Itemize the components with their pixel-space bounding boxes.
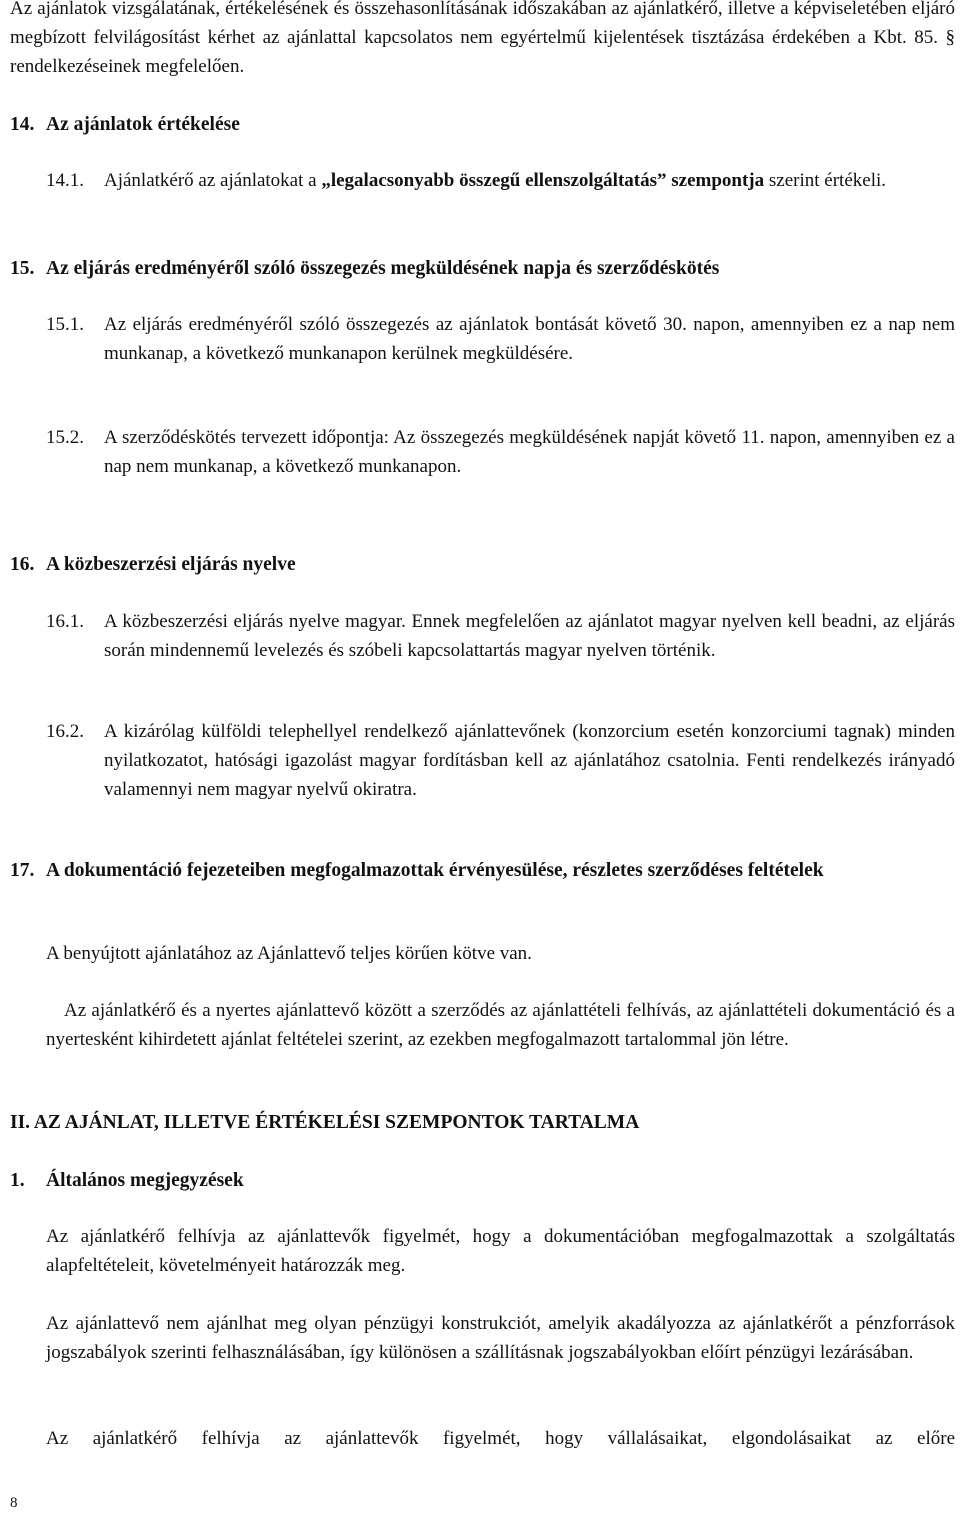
subsection-15-2 [0,423,960,481]
subsection-14-1 [0,166,960,224]
subsection-number: 15.1. [46,314,84,335]
text-bold-part: „legalacsonyabb összegű ellenszolgáltatás” szempontja [321,170,765,191]
subsection-number: 14.1. [46,170,84,191]
section-17-paragraph: A benyújtott ajánlatához az Ajánlattevő teljes körűen kötve van. [46,943,532,964]
page-number: 8 [10,1495,18,1511]
section-17-paragraph: Az ajánlatkérő és a nyertes ajánlattevő között a szerződés az ajánlattételi felhívás, az ajánlattételi dokumentáció és a nyertesként kihirdetett ajánlat feltételei szerint, az ezekben megfogalmazott tartalommal jön létre. [46,1000,955,1050]
section-title: Általános megjegyzések [46,1170,244,1191]
subsection-15-1 [0,310,960,397]
section-title: Az ajánlatok értékelése [46,114,240,135]
section-number: 15. [10,258,35,279]
intro-paragraph: Az ajánlatok vizsgálatának, értékelésének és összehasonlításának időszakában az ajánlatkérő, illetve a képviseletében eljáró megbízott felvilágosítást kérhet az ajánlattal kapcsolatos nem egyértelmű kijelentések tisztázása érdekében a Kbt. 85. § rendelkezéseinek megfelelően. [10,0,955,77]
section-title: Az eljárás eredményéről szóló összegezés megküldésének napja és szerződéskötés [46,258,720,279]
part-2-paragraph: Az ajánlatkérő felhívja az ajánlattevők figyelmét, hogy a dokumentációban megfogalmazottak a szolgáltatás alapfeltételeit, követelményeit határozzák meg. [46,1226,955,1276]
section-title: A dokumentáció fejezeteiben megfogalmazottak érvényesülése, részletes szerződéses feltételek [46,860,824,881]
section-17-heading [0,856,960,914]
subsection-text: A közbeszerzési eljárás nyelve magyar. Ennek megfelelően az ajánlatot magyar nyelven kell beadni, az eljárás során mindennemű levelezés és szóbeli kapcsolattartás magyar nyelven történik. [104,611,955,661]
subsection-number: 16.1. [46,611,84,632]
subsection-text: A szerződéskötés tervezett időpontja: Az összegezés megküldésének napját követő 11. napon, amennyiben ez a nap nem munkanap, a következő munkanapon. [104,427,955,477]
text-part: Ajánlatkérő az ajánlatokat a [104,170,322,191]
subsection-text: Az eljárás eredményéről szóló összegezés az ajánlatok bontását követő 30. napon, amennyiben ez a nap nem munkanap, a következő munkanapon kerülnek megküldésére. [104,314,955,364]
section-title: A közbeszerzési eljárás nyelve [46,554,296,575]
section-number: 1. [10,1170,25,1191]
section-number: 16. [10,554,35,575]
section-number: 14. [10,114,35,135]
subsection-number: 15.2. [46,427,84,448]
text-part: szerint értékeli. [764,170,886,191]
subsection-number: 16.2. [46,721,84,742]
subsection-16-2 [0,717,960,833]
subsection-16-1 [0,607,960,694]
subsection-text: A kizárólag külföldi telephellyel rendelkező ajánlattevőnek (konzorcium esetén konzorciumi tagnak) minden nyilatkozatot, hatósági igazolást magyar fordításban kell az ajánlatához csatolnia. Fenti rendelkezés irányadó valamennyi nem magyar nyelvű okiratra. [104,721,955,800]
section-number: 17. [10,860,35,881]
part-2-title: II. AZ AJÁNLAT, ILLETVE ÉRTÉKELÉSI SZEMPONTOK TARTALMA [10,1112,640,1133]
part-2-paragraph: Az ajánlattevő nem ajánlhat meg olyan pénzügyi konstrukciót, amelyik akadályozza az ajánlatkérőt a pénzforrások jogszabályok szerinti felhasználásában, így különösen a szállításnak jogszabályokban előírt pénzügyi lezárásában. [46,1313,955,1363]
part-2-paragraph: Az ajánlatkérő felhívja az ajánlattevők figyelmét, hogy vállalásaikat, elgondolásaikat az előre [46,1428,955,1449]
subsection-text [104,166,955,195]
